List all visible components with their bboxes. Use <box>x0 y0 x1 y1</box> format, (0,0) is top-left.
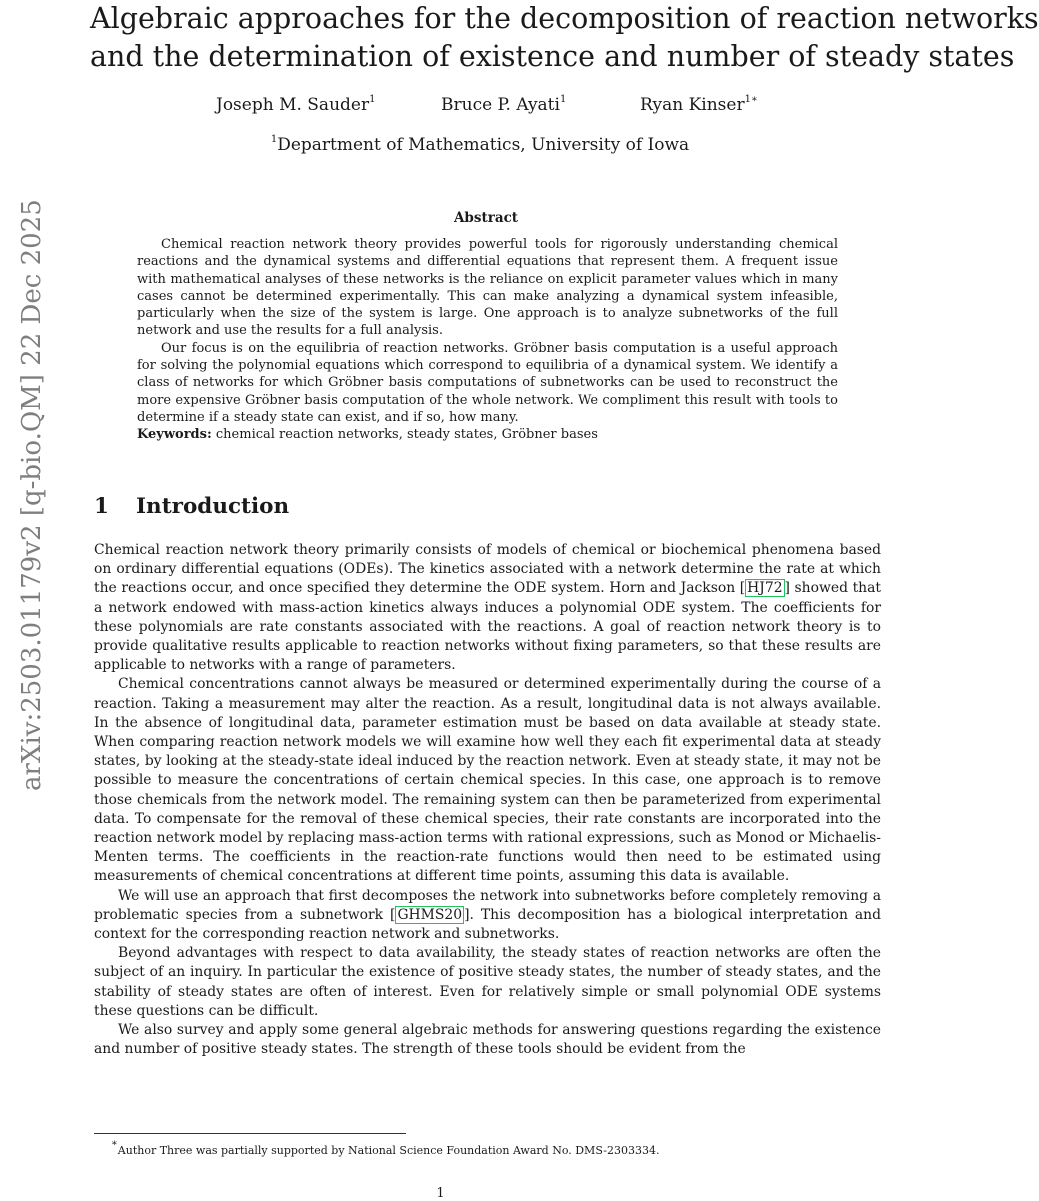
abstract-heading: Abstract <box>453 210 519 226</box>
body-paragraph-1: Chemical reaction network theory primarily consists of models of chemical or biochemical phenomena based on ordinary differential equations (ODEs). The kinetics associated with a network determine the rate at which the reactions occur, and once specified they determine the ODE system. Horn and Jackson [ HJ72 ] showed that a network endowed with mass-action kinetics always induces a polynomial ODE system. The coefficients for these polynomials are rate constants associated with the reactions. A goal of reaction network theory is to provide qualitative results applicable to reaction networks without fixing parameters, so that these results are applicable to networks with a range of parameters. <box>94 542 881 674</box>
citation-link-hj72[interactable]: HJ72 <box>747 580 783 597</box>
footnote: ∗Author Three was partially supported by National Science Foundation Award No. DMS-2303334. <box>111 1138 660 1157</box>
affiliation-mark: 1 <box>369 94 376 105</box>
introduction-body <box>94 541 881 1059</box>
author-ayati: Bruce P. Ayati$^1$ <box>441 94 567 115</box>
keywords <box>137 426 838 443</box>
body-paragraph-2: Chemical concentrations cannot always be measured or determined experimentally during the course of a reaction. Taking a measurement may alter the reaction. As a result, longitudinal data is not always available. In the absence of longitudinal data, parameter estimation must be based on data available at steady state. When comparing reaction network models we will examine how well they each fit experimental data at steady states, by looking at the steady-state ideal induced by the reaction network. Even at steady state, it may not be possible to measure the concentrations of certain chemical species. In this case, one approach is to remove those chemicals from the network model. The remaining system can then be parameterized from experimental data. To compensate for the removal of these chemical species, their rate constants are incorporated into the reaction network model by replacing mass-action terms with rational expressions, such as Monod or Michaelis-Menten terms. The coefficients in the reaction-rate functions would then need to be estimated using measurements of chemical concentrations at different time points, assuming this data is available. <box>94 676 881 885</box>
section-heading-introduction <box>94 494 289 519</box>
body-paragraph-4: Beyond advantages with respect to data availability, the steady states of reaction networks are often the subject of an inquiry. In particular the existence of positive steady states, the number of steady states, and the stability of steady states are often of interest. Even for relatively simple or small polynomial ODE systems these questions can be difficult. <box>94 945 881 1019</box>
abstract-paragraph-1: Chemical reaction network theory provides powerful tools for rigorously understanding chemical reactions and the dynamical systems and differential equations that represent them. A frequent issue with mathematical analyses of these networks is the reliance on explicit parameter values which in many cases cannot be determined experimentally. This can make analyzing a dynamical system infeasible, particularly when the size of the system is large. One approach is to analyze subnetworks of the full network and use the results for a full analysis. <box>137 237 838 339</box>
body-paragraph-5: We also survey and apply some general algebraic methods for answering questions regarding the existence and number of positive steady states. The strength of these tools should be evident from the <box>94 1022 881 1058</box>
keywords-list: chemical reaction networks, steady states, Gröbner bases <box>215 427 598 443</box>
body-paragraph-3: We will use an approach that first decomposes the network into subnetworks before completely removing a problematic species from a subnetwork [ GHMS20 ]. This decomposition has a biological interpretation and context for the corresponding reaction network and subnetworks. <box>94 887 881 943</box>
keywords-label: Keywords: <box>137 427 212 443</box>
paper-title <box>90 0 1039 76</box>
arxiv-identifier: arXiv:2503.01179v2 [q-bio.QM] 22 Dec 2025 <box>17 199 47 791</box>
affiliation-mark: 1∗ <box>744 94 758 105</box>
footnote-mark: ∗ <box>111 1138 118 1149</box>
section-number: 1 <box>94 494 109 519</box>
abstract-paragraph-2: Our focus is on the equilibria of reaction networks. Gröbner basis computation is a useful approach for solving the polynomial equations which correspond to equilibria of a dynamical system. We identify a class of networks for which Gröbner basis computations of subnetworks can be used to reconstruct the more expensive Gröbner basis computation of the whole network. We compliment this result with tools to determine if a steady state can exist, and if so, how many. <box>137 340 838 425</box>
affiliation-mark: 1 <box>270 134 278 145</box>
footnote-divider <box>94 1133 406 1134</box>
author-sauder: Joseph M. Sauder$^1$ <box>216 94 376 115</box>
abstract <box>137 236 838 444</box>
affiliation: $^1$Department of Mathematics, University of Iowa <box>270 134 690 155</box>
title-line-2: and the determination of existence and number of steady states <box>90 40 1015 73</box>
author-kinser: Ryan Kinser$^{1∗}$ <box>640 94 758 115</box>
title-line-1: Algebraic approaches for the decomposition of reaction networks <box>90 2 1039 35</box>
citation-link-ghms20[interactable]: GHMS20 <box>397 906 463 923</box>
affiliation-mark: 1 <box>559 94 567 105</box>
page-number: 1 <box>436 1186 445 1201</box>
section-title: Introduction <box>136 494 290 519</box>
